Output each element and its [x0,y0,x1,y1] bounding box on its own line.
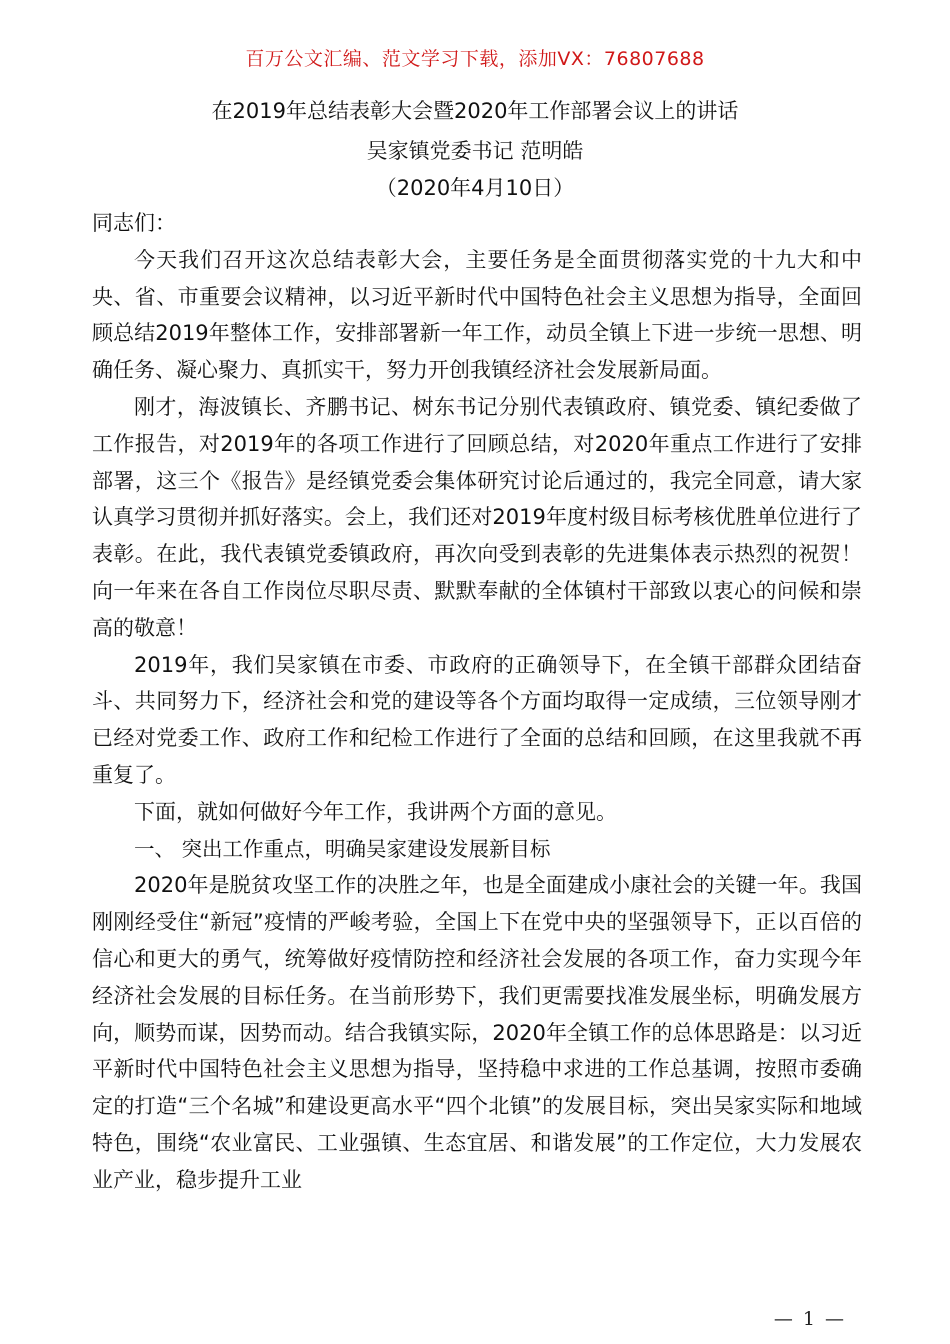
speech-body [92,205,862,1199]
salutation: 同志们： [92,211,176,235]
watermark-banner: 百万公文汇编、范文学习下载，添加VX：76807688 [245,48,705,70]
paragraph: 下面，就如何做好今年工作，我讲两个方面的意见。 [134,799,617,824]
speech-title: 在2019年总结表彰大会暨2020年工作部署会议上的讲话 [211,99,739,123]
page-number: — 1 — [773,1308,846,1330]
paragraph: 2019年，我们吴家镇在市委、市政府的正确领导下，在全镇干部群众团结奋斗、共同努力下，经济社会和党的建设等各个方面均取得一定成绩，三位领导刚才已经对党委工作、政府工作和纪检工作进行了全面的总结和回顾，在这里我就不再重复了。 [92,652,862,787]
section-heading: 一、 突出工作重点，明确吴家建设发展新目标 [134,836,551,861]
paragraph: 2020年是脱贫攻坚工作的决胜之年，也是全面建成小康社会的关键一年。我国刚刚经受住“新冠”疫情的严峻考验，全国上下在党中央的坚强领导下，正以百倍的信心和更大的勇气，统筹做好疫情防控和经济社会发展的各项工作，奋力实现今年经济社会发展的目标任务。在当前形势下，我们更需要找准发展坐标，明确发展方向，顺势而谋，因势而动。结合我镇实际，2020年全镇工作的总体思路是：以习近平新时代中国特色社会主义思想为指导，坚持稳中求进的工作总基调，按照市委确定的打造“三个名城”和建设更高水平“四个北镇”的发展目标，突出吴家实际和地域特色，围绕“农业富民、工业强镇、生态宜居、和谐发展”的工作定位，大力发展农业产业，稳步提升工业 [92,873,862,1192]
speaker-line: 吴家镇党委书记 范明皓 [366,139,584,163]
paragraph: 刚才，海波镇长、齐鹏书记、树东书记分别代表镇政府、镇党委、镇纪委做了工作报告，对2019年的各项工作进行了回顾总结，对2020年重点工作进行了安排部署，这三个《报告》是经镇党委会集体研究讨论后通过的，我完全同意，请大家认真学习贯彻并抓好落实。会上，我们还对2019年度村级目标考核优胜单位进行了表彰。在此，我代表镇党委镇政府，再次向受到表彰的先进集体表示热烈的祝贺！向一年来在各自工作岗位尽职尽责、默默奉献的全体镇村干部致以衷心的问候和崇高的敬意！ [92,394,862,640]
speech-date: （2020年4月10日） [375,176,575,200]
paragraph: 今天我们召开这次总结表彰大会，主要任务是全面贯彻落实党的十九大和中央、省、市重要会议精神，以习近平新时代中国特色社会主义思想为指导，全面回顾总结2019年整体工作，安排部署新一年工作，动员全镇上下进一步统一思想、明确任务、凝心聚力、真抓实干，努力开创我镇经济社会发展新局面。 [92,247,862,383]
